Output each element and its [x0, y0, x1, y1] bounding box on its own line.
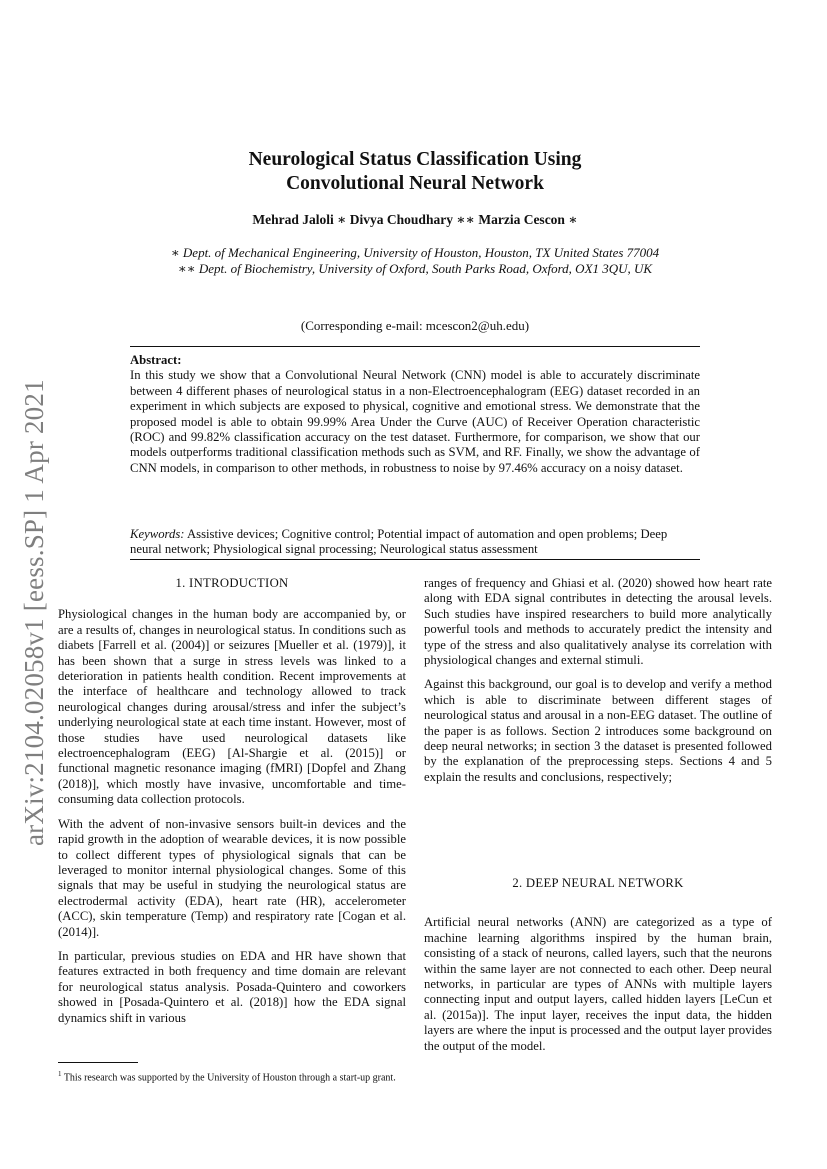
- corresponding-email: (Corresponding e-mail: mcescon2@uh.edu): [300, 318, 530, 333]
- affiliation-2: ∗∗ Dept. of Biochemistry, University of Oxford, South Parks Road, Oxford, OX1 3QU, UK: [177, 260, 653, 276]
- affiliation-1: ∗ Dept. of Mechanical Engineering, University of Houston, Houston, TX United States 77004: [170, 245, 660, 260]
- footnote-text: This research was supported by the University of Houston through a start-up grant.: [63, 1072, 396, 1084]
- footnote-mark: 1: [58, 1070, 62, 1078]
- footnote: [58, 1068, 408, 1085]
- arxiv-identifier: arXiv:2104.02058v1 [eess.SP] 1 Apr 2021: [19, 379, 49, 846]
- intro-paragraph-5: Against this background, our goal is to develop and verify a method which is able to discriminate between different stages of neurological status and arousal in a non-EEG dataset. The outline of the paper is as follows. Section 2 introduces some background on deep neural networks; in section 3 the dataset is presented followed by the explanation of the preprocessing steps. Sections 4 and 5 explain the results and conclusions, respectively;: [424, 677, 772, 784]
- keywords-text: Assistive devices; Cognitive control; Potential impact of automation and open problems; Deep neural network; Physiological signal processing; Neurological status assessment: [130, 527, 668, 557]
- intro-paragraph-4: ranges of frequency and Ghiasi et al. (2020) showed how heart rate along with EDA signal contributes in detecting the arousal levels. Such studies have inspired researchers to build more analytically powerful tools and methods to accurately predict the intensity and type of the stress and also qualitatively analyse its correlation with physiological changes and external stimuli.: [424, 576, 772, 668]
- intro-paragraph-2: With the advent of non-invasive sensors built-in devices and the rapid growth in the adoption of wearable devices, it is now possible to collect different types of physiological signals that can be leveraged to monitor internal physiological changes. Some of this signals that may be useful in studying the neurological status are electrodermal activity (EDA), heart rate (HR), accelerometer (ACC), skin temperature (Temp) and respiratory rate [Cogan et al. (2014)].: [58, 816, 406, 939]
- abstract-heading: Abstract:: [130, 353, 182, 367]
- intro-paragraph-3: In particular, previous studies on EDA and HR have shown that features extracted in both frequency and time domain are relevant for neurological status analysis. Posada-Quintero and coworkers showed in [Posada-Quintero et al. (2018)] how the EDA signal dynamics shift in various: [58, 948, 406, 1025]
- author-list: Mehrad Jaloli ∗ Divya Choudhary ∗∗ Marzia Cescon ∗: [252, 212, 578, 227]
- abstract-top-rule: [130, 346, 700, 347]
- dnn-paragraph-1: Artificial neural networks (ANN) are categorized as a type of machine learning algorithms inspired by the human brain, consisting of a stack of neurons, called layers, such that the neurons within the same layer are not connected to each other. Deep neural networks, in particular are types of ANNs with multiple layers connecting input and output layers, called hidden layers [LeCun et al. (2015a)]. The input layer, receives the input data, the hidden layers are where the input is processed and the output layer provides the output of the model.: [424, 915, 772, 1053]
- right-column-top: [424, 576, 772, 794]
- keywords-label: Keywords:: [130, 527, 185, 541]
- keywords-bottom-rule: [130, 559, 700, 560]
- intro-paragraph-1: Physiological changes in the human body are accompanied by, or are a results of, changes in neurological status. In conditions such as diabets [Farrell et al. (2004)] or seizures [Mueller et al. (1979)], it has been shown that a surge in stress levels was linked to a deterioration in patients health condition. Recent improvements at the interface of healthcare and technology allowed to track neurological changes during arousal/stress and infer the subject’s underlying neurological state at each time instant. However, most of those studies have used neurological datasets like electroencephalogram (EEG) [Al-Shargie et al. (2015)] or functional magnetic resonance imaging (fMRI) [Dopfel and Zhang (2018)], which mostly have invasive, uncomfortable and time-consuming data collection protocols.: [58, 607, 406, 807]
- paper-title: [130, 148, 700, 196]
- keywords-block: [130, 527, 700, 558]
- affiliations: [130, 245, 700, 276]
- title-line-1: Neurological Status Classification Using: [248, 149, 582, 170]
- section-2-heading: 2. DEEP NEURAL NETWORK: [512, 876, 684, 890]
- abstract-text: In this study we show that a Convolutional Neural Network (CNN) model is able to accurately discriminate between 4 different phases of neurological status in a non-Electroencephalogram (EEG) dataset recorded in an experiment in which subjects are exposed to physical, cognitive and emotional stress. We demonstrate that the proposed model is able to obtain 99.99% Area Under the Curve (AUC) of Receiver Operation characteristic (ROC) and 99.82% classification accuracy on the test dataset. Furthermore, for comparison, we show that our models outperforms traditional classification methods such as SVM, and RF. Finally, we show the advantage of CNN models, in comparison to other methods, in robustness to noise by 97.46% accuracy on a noisy dataset.: [130, 368, 700, 475]
- abstract-block: [130, 353, 700, 476]
- title-line-2: Convolutional Neural Network: [286, 173, 544, 194]
- left-column: [58, 576, 406, 1035]
- footnote-rule: [58, 1062, 138, 1063]
- right-column-bottom: [424, 876, 772, 1063]
- section-1-heading: 1. INTRODUCTION: [175, 576, 289, 590]
